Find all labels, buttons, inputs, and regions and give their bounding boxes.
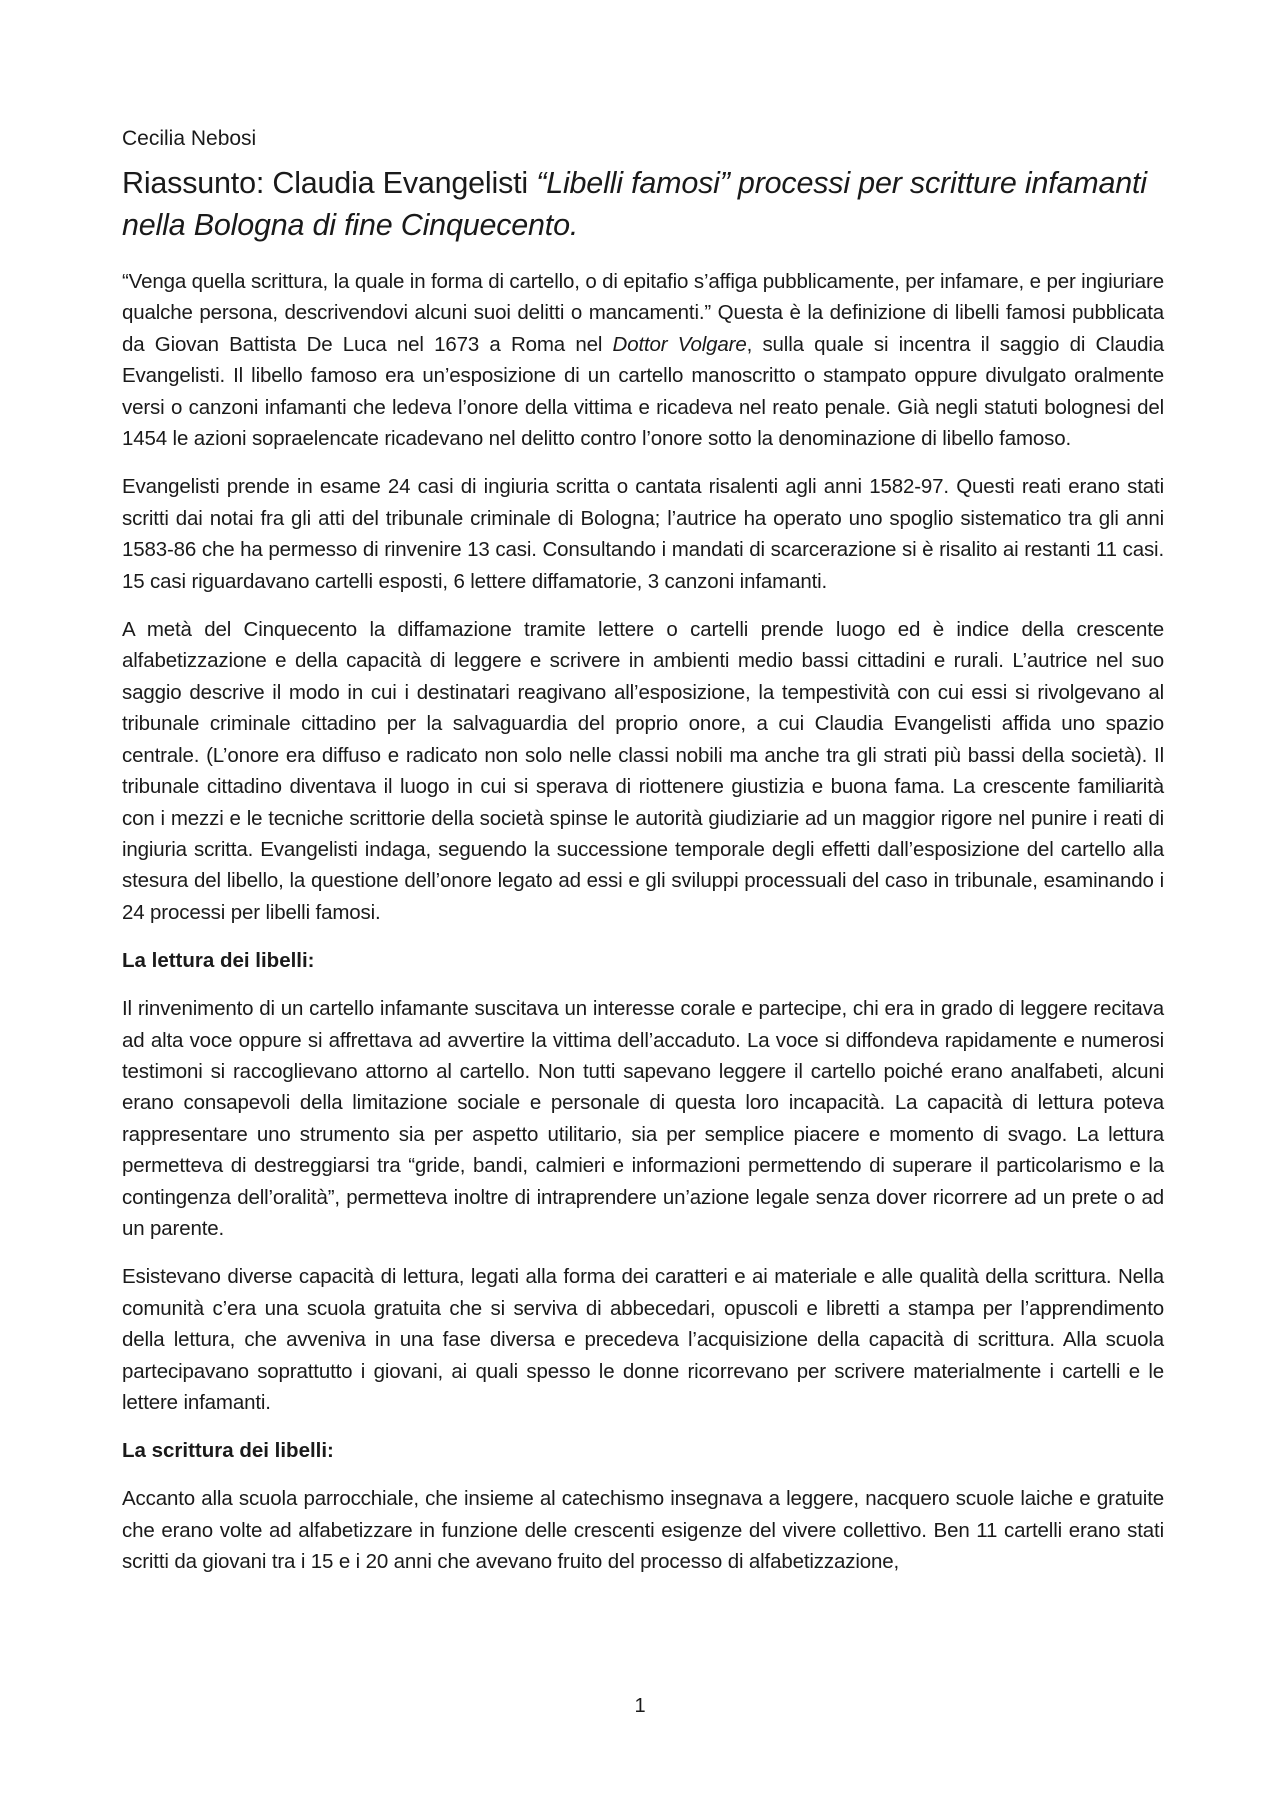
paragraph-3: A metà del Cinquecento la diffamazione tramite lettere o cartelli prende luogo ed è indice della crescente alfabetizzazione e della capacità di leggere e scrivere in ambienti medio bassi cittadini e rurali. L’autrice nel suo saggio descrive il modo in cui i destinatari reagivano all’esposizione, la tempestività con cui essi si rivolgevano al tribunale criminale cittadino per la salvaguardia del proprio onore, a cui Claudia Evangelisti affida uno spazio centrale. (L’onore era diffuso e radicato non solo nelle classi nobili ma anche tra gli strati più bassi della società). Il tribunale cittadino diventava il luogo in cui si sperava di riottenere giustizia e buona fama. La crescente familiarità con i mezzi e le tecniche scrittorie della società spinse le autorità giudiziarie ad un maggior rigore nel punire i reati di ingiuria scritta. Evangelisti indaga, seguendo la successione temporale degli effetti dall’esposizione del cartello alla stesura del libello, la questione dell’onore legato ad essi e gli sviluppi processuali del caso in tribunale, esaminando i 24 processi per libelli famosi. — [122, 618, 1164, 924]
document-title — [122, 162, 1164, 246]
author-name: Cecilia Nebosi — [122, 127, 257, 150]
paragraph-2: Evangelisti prende in esame 24 casi di ingiuria scritta o cantata risalenti agli anni 1582-97. Questi reati erano stati scritti dai notai fra gli atti del tribunale criminale di Bologna; l’autrice ha operato uno spoglio sistematico tra gli anni 1583-86 che ha permesso di rinvenire 13 casi. Consultando i mandati di scarcerazione si è risalito ai restanti 11 casi. 15 casi riguardavano cartelli esposti, 6 lettere diffamatorie, 3 canzoni infamanti. — [122, 475, 1164, 593]
paragraph-1-after: , sulla quale si incentra il saggio di Claudia Evangelisti. Il libello famoso era un’esposizione di un cartello manoscritto o stampato oppure divulgato oralmente versi o canzoni infamanti che ledeva l’onore della vittima e ricadeva nel reato penale. Già negli statuti bolognesi del 1454 le azioni sopraelencate ricadevano nel delitto contro l’onore sotto la denominazione di libello famoso. — [122, 332, 1164, 451]
page-number: 1 — [634, 1695, 646, 1717]
paragraph-4: Il rinvenimento di un cartello infamante suscitava un interesse corale e partecipe, chi era in grado di leggere recitava ad alta voce oppure si affrettava ad avvertire la vittima dell’accaduto. La voce si diffondeva rapidamente e numerosi testimoni si raccoglievano attorno al cartello. Non tutti sapevano leggere il cartello poiché erano analfabeti, alcuni erano consapevoli della limitazione sociale e personale di questa loro incapacità. La capacità di lettura poteva rappresentare uno strumento sia per aspetto utilitario, sia per semplice piacere e momento di svago. La lettura permetteva di destreggiarsi tra “gride, bandi, calmieri e informazioni permettendo di superare il particolarismo e la contingenza dell’oralità”, permetteva inoltre di intraprendere un’azione legale senza dover ricorrere ad un prete o ad un parente. — [122, 997, 1164, 1240]
page-content — [122, 124, 1164, 1595]
paragraph-1-before: “Venga quella scrittura, la quale in forma di cartello, o di epitafio s’affiga pubblicamente, per infamare, e per ingiuriare qualche persona, descrivendovi alcuni suoi delitti o mancamenti.” Questa è la definizione di libelli famosi pubblicata da Giovan Battista De Luca nel 1673 a Roma nel — [122, 270, 1164, 356]
section-heading-lettura: La lettura dei libelli: — [122, 949, 315, 973]
paragraph-6: Accanto alla scuola parrocchiale, che insieme al catechismo insegnava a leggere, nacquero scuole laiche e gratuite che erano volte ad alfabetizzare in funzione delle crescenti esigenze del vivere collettivo. Ben 11 cartelli erano stati scritti da giovani tra i 15 e i 20 anni che avevano fruito del processo di alfabetizzazione, — [122, 1487, 1164, 1574]
section-heading-scrittura: La scrittura dei libelli: — [122, 1439, 334, 1463]
paragraph-5: Esistevano diverse capacità di lettura, legati alla forma dei caratteri e ai materiale e alle qualità della scrittura. Nella comunità c’era una scuola gratuita che si serviva di abbecedari, opuscoli e libretti a stampa per l’apprendimento della lettura, che avveniva in una fase diversa e precedeva l’acquisizione della capacità di scrittura. Alla scuola partecipavano soprattutto i giovani, ai quali spesso le donne ricorrevano per scrivere materialmente i cartelli e le lettere infamanti. — [122, 1265, 1164, 1414]
title-prefix: Riassunto: Claudia Evangelisti — [122, 166, 537, 200]
title-italic: “Libelli famosi” processi per scritture infamanti nella Bologna di fine Cinquecento. — [122, 166, 1147, 242]
paragraph-1-italic: Dottor Volgare — [612, 332, 747, 356]
paragraph-1 — [122, 266, 1164, 454]
